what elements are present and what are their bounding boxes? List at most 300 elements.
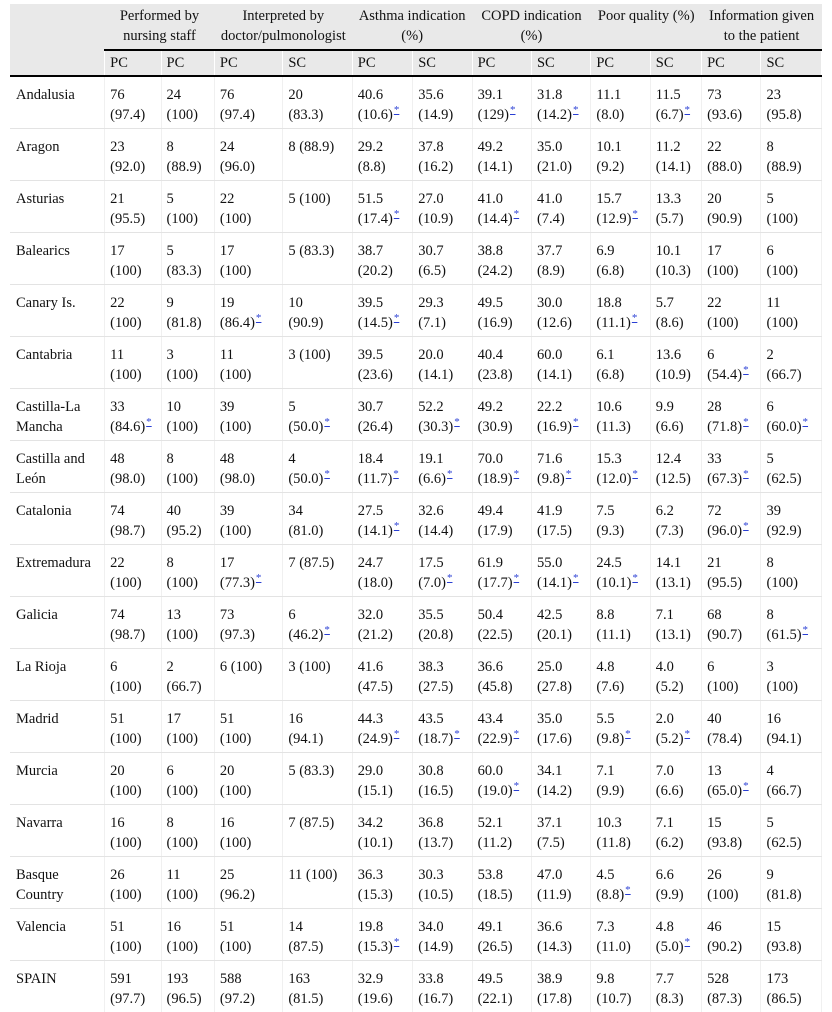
- significance-footnote-link[interactable]: *: [514, 208, 520, 220]
- cell-percentage: (90.7): [707, 627, 742, 643]
- cell-value: 61.9: [478, 553, 529, 573]
- table-cell: [214, 233, 282, 285]
- cell-value: 10.1: [596, 137, 647, 157]
- table-row: [10, 857, 822, 909]
- significance-footnote-link[interactable]: *: [324, 624, 330, 636]
- cell-value: 41.0: [537, 189, 588, 209]
- table-cell: [161, 337, 214, 389]
- cell-value: 35.5: [418, 605, 469, 625]
- table-cell: [472, 961, 531, 1012]
- cell-percentage-line: [358, 469, 410, 489]
- table-cell: [105, 493, 161, 545]
- table-row: [10, 597, 822, 649]
- cell-value: 5 (83.3): [288, 761, 349, 781]
- cell-percentage-line: [167, 313, 212, 333]
- cell-percentage-line: [358, 989, 410, 1009]
- table-cell: [214, 76, 282, 129]
- table-cell: [702, 545, 761, 597]
- cell-value: 16: [288, 709, 349, 729]
- cell-percentage: (26.5): [478, 939, 513, 955]
- cell-percentage-line: [537, 781, 588, 801]
- table-cell: [105, 181, 161, 233]
- cell-value: 20: [110, 761, 158, 781]
- cell-percentage-line: [110, 365, 158, 385]
- cell-percentage: (95.5): [110, 211, 145, 227]
- table-cell: [352, 857, 412, 909]
- cell-percentage: (100): [707, 315, 738, 331]
- cell-percentage: (54.4): [707, 367, 742, 383]
- cell-value: 9.9: [656, 397, 699, 417]
- cell-percentage-line: [167, 365, 212, 385]
- cell-percentage: (100): [220, 263, 251, 279]
- cell-value: 23: [766, 85, 819, 105]
- cell-value: 72: [707, 501, 758, 521]
- cell-percentage: (9.3): [596, 523, 624, 539]
- cell-percentage-line: [358, 573, 410, 593]
- cell-percentage: (19.6): [358, 991, 393, 1007]
- cell-percentage-line: [418, 313, 469, 333]
- table-cell: [413, 337, 472, 389]
- cell-percentage-line: [110, 573, 158, 593]
- cell-value: 11: [110, 345, 158, 365]
- table-row: [10, 649, 822, 701]
- cell-value: 7.7: [656, 969, 699, 989]
- significance-footnote-link[interactable]: *: [256, 312, 262, 324]
- table-cell: [161, 441, 214, 493]
- table-row: [10, 389, 822, 441]
- cell-value: 36.6: [478, 657, 529, 677]
- cell-percentage-line: [707, 677, 758, 697]
- cell-value: 47.0: [537, 865, 588, 885]
- cell-value: 22: [110, 553, 158, 573]
- cell-percentage-line: [167, 261, 212, 281]
- table-row: [10, 961, 822, 1012]
- cell-percentage: (22.9): [478, 731, 513, 747]
- cell-percentage: (8.8): [358, 159, 386, 175]
- cell-percentage-line: [766, 417, 819, 437]
- table-cell: [413, 389, 472, 441]
- cell-percentage: (100): [167, 107, 198, 123]
- significance-footnote-link[interactable]: *: [394, 312, 400, 324]
- table-cell: [650, 441, 701, 493]
- table-cell: [352, 649, 412, 701]
- cell-percentage-line: [288, 937, 349, 957]
- cell-value: 15: [707, 813, 758, 833]
- cell-value: 22: [110, 293, 158, 313]
- table-cell: [472, 233, 531, 285]
- cell-percentage: (71.8): [707, 419, 742, 435]
- cell-percentage-line: [537, 365, 588, 385]
- significance-footnote-link[interactable]: *: [632, 312, 638, 324]
- cell-percentage: (7.4): [537, 211, 565, 227]
- cell-percentage: (21.0): [537, 159, 572, 175]
- cell-value: 19.1: [418, 449, 469, 469]
- significance-footnote-link[interactable]: *: [447, 468, 453, 480]
- cell-percentage: (60.0): [766, 419, 801, 435]
- cell-value: 8: [766, 605, 819, 625]
- table-cell: [105, 597, 161, 649]
- cell-percentage: (6.8): [596, 263, 624, 279]
- cell-percentage: (95.8): [766, 107, 801, 123]
- cell-percentage: (9.8): [537, 471, 565, 487]
- table-cell: [413, 701, 472, 753]
- cell-percentage-line: [766, 989, 819, 1009]
- cell-percentage-line: [656, 573, 699, 593]
- table-cell: [761, 909, 822, 961]
- table-row: [10, 181, 822, 233]
- significance-footnote-link[interactable]: *: [743, 416, 749, 428]
- table-cell: [283, 389, 352, 441]
- cell-value: 21: [707, 553, 758, 573]
- table-cell: [161, 545, 214, 597]
- cell-percentage-line: [110, 937, 158, 957]
- cell-percentage: (86.5): [766, 991, 801, 1007]
- cell-percentage-line: [707, 105, 758, 125]
- table-cell: [413, 233, 472, 285]
- cell-value: 30.7: [418, 241, 469, 261]
- cell-percentage: (23.8): [478, 367, 513, 383]
- cell-percentage-line: [167, 521, 212, 541]
- table-cell: [413, 961, 472, 1012]
- cell-value: 17.5: [418, 553, 469, 573]
- cell-value: 9: [766, 865, 819, 885]
- significance-footnote-link[interactable]: *: [743, 780, 749, 792]
- region-name: Asturias: [10, 181, 105, 233]
- significance-footnote-link[interactable]: *: [256, 572, 262, 584]
- significance-footnote-link[interactable]: *: [685, 728, 691, 740]
- spirometry-table: [10, 4, 822, 1012]
- table-cell: [105, 233, 161, 285]
- cell-value: 4.8: [656, 917, 699, 937]
- cell-percentage: (100): [110, 783, 141, 799]
- table-cell: [591, 961, 650, 1012]
- table-cell: [413, 441, 472, 493]
- cell-value: 5: [167, 189, 212, 209]
- cell-value: 13.3: [656, 189, 699, 209]
- significance-footnote-link[interactable]: *: [743, 520, 749, 532]
- table-cell: [214, 441, 282, 493]
- significance-footnote-link[interactable]: *: [632, 468, 638, 480]
- cell-value: 48: [110, 449, 158, 469]
- cell-percentage-line: [220, 417, 280, 437]
- cell-percentage-line: [167, 417, 212, 437]
- region-name: Andalusia: [10, 76, 105, 129]
- cell-percentage-line: [596, 885, 647, 905]
- cell-value: 5 (83.3): [288, 241, 349, 261]
- cell-value: 2: [766, 345, 819, 365]
- cell-value: 74: [110, 605, 158, 625]
- significance-footnote-link[interactable]: *: [803, 416, 809, 428]
- cell-percentage: (100): [707, 679, 738, 695]
- cell-percentage: (81.8): [766, 887, 801, 903]
- cell-percentage: (90.9): [707, 211, 742, 227]
- cell-percentage: (6.6): [418, 471, 446, 487]
- cell-value: 10.1: [656, 241, 699, 261]
- cell-percentage-line: [478, 833, 529, 853]
- cell-value: 26: [110, 865, 158, 885]
- table-cell: [591, 545, 650, 597]
- cell-value: 68: [707, 605, 758, 625]
- cell-percentage-line: [537, 313, 588, 333]
- cell-percentage-line: [766, 573, 819, 593]
- table-cell: [591, 285, 650, 337]
- significance-footnote-link[interactable]: *: [685, 104, 691, 116]
- cell-percentage-line: [537, 885, 588, 905]
- significance-footnote-link[interactable]: *: [514, 780, 520, 792]
- cell-percentage: (100): [220, 731, 251, 747]
- table-cell: [352, 181, 412, 233]
- cell-value: 7.0: [656, 761, 699, 781]
- table-cell: [283, 597, 352, 649]
- table-cell: [761, 701, 822, 753]
- cell-percentage-line: [596, 313, 647, 333]
- cell-value: 6.6: [656, 865, 699, 885]
- cell-percentage: (100): [110, 315, 141, 331]
- cell-percentage-line: [766, 521, 819, 541]
- region-name: Castilla and León: [10, 441, 105, 493]
- cell-percentage: (5.7): [656, 211, 684, 227]
- significance-footnote-link[interactable]: *: [514, 728, 520, 740]
- significance-footnote-link[interactable]: *: [573, 416, 579, 428]
- significance-footnote-link[interactable]: *: [625, 884, 631, 896]
- cell-percentage-line: [537, 989, 588, 1009]
- table-row: [10, 285, 822, 337]
- cell-percentage-line: [220, 365, 280, 385]
- sub-header-pc: PC: [105, 50, 161, 76]
- cell-percentage-line: [596, 417, 647, 437]
- cell-percentage-line: [656, 469, 699, 489]
- cell-percentage-line: [110, 833, 158, 853]
- cell-percentage: (88.9): [766, 159, 801, 175]
- cell-percentage-line: [656, 417, 699, 437]
- cell-percentage: (81.0): [288, 523, 323, 539]
- significance-footnote-link[interactable]: *: [566, 468, 572, 480]
- cell-percentage: (30.3): [418, 419, 453, 435]
- significance-footnote-link[interactable]: *: [447, 572, 453, 584]
- significance-footnote-link[interactable]: *: [394, 728, 400, 740]
- cell-percentage-line: [478, 105, 529, 125]
- significance-footnote-link[interactable]: *: [803, 624, 809, 636]
- cell-percentage-line: [537, 209, 588, 229]
- cell-percentage: (100): [167, 211, 198, 227]
- cell-value: 26: [707, 865, 758, 885]
- cell-percentage: (97.2): [220, 991, 255, 1007]
- table-cell: [650, 649, 701, 701]
- significance-footnote-link[interactable]: *: [324, 468, 330, 480]
- significance-footnote-link[interactable]: *: [146, 416, 152, 428]
- sub-header-sc: SC: [761, 50, 822, 76]
- significance-footnote-link[interactable]: *: [625, 728, 631, 740]
- cell-percentage: (7.3): [656, 523, 684, 539]
- table-cell: [702, 129, 761, 181]
- cell-percentage: (90.9): [288, 315, 323, 331]
- cell-value: 51.5: [358, 189, 410, 209]
- cell-value: 15: [766, 917, 819, 937]
- significance-footnote-link[interactable]: *: [393, 468, 399, 480]
- cell-value: 51: [110, 709, 158, 729]
- cell-percentage: (16.9): [537, 419, 572, 435]
- cell-value: 33: [110, 397, 158, 417]
- cell-value: 39: [220, 501, 280, 521]
- cell-percentage: (8.3): [656, 991, 684, 1007]
- cell-value: 14.1: [656, 553, 699, 573]
- cell-percentage-line: [478, 469, 529, 489]
- cell-value: 10: [167, 397, 212, 417]
- table-cell: [472, 805, 531, 857]
- cell-value: 7.1: [656, 813, 699, 833]
- cell-percentage: (5.0): [656, 939, 684, 955]
- significance-footnote-link[interactable]: *: [454, 416, 460, 428]
- significance-footnote-link[interactable]: *: [632, 208, 638, 220]
- table-cell: [591, 805, 650, 857]
- cell-percentage: (19.0): [478, 783, 513, 799]
- cell-percentage-line: [288, 989, 349, 1009]
- cell-percentage-line: [358, 885, 410, 905]
- cell-percentage: (92.0): [110, 159, 145, 175]
- significance-footnote-link[interactable]: *: [394, 936, 400, 948]
- cell-percentage-line: [418, 833, 469, 853]
- table-cell: [413, 493, 472, 545]
- cell-percentage: (20.8): [418, 627, 453, 643]
- header-blank: [10, 4, 105, 50]
- significance-footnote-link[interactable]: *: [394, 104, 400, 116]
- cell-value: 31.8: [537, 85, 588, 105]
- cell-percentage-line: [656, 677, 699, 697]
- cell-value: 17: [167, 709, 212, 729]
- cell-percentage: (86.4): [220, 315, 255, 331]
- table-row: [10, 441, 822, 493]
- cell-value: 17: [707, 241, 758, 261]
- table-cell: [161, 181, 214, 233]
- cell-value: 30.0: [537, 293, 588, 313]
- cell-percentage: (100): [167, 627, 198, 643]
- cell-percentage-line: [596, 573, 647, 593]
- cell-percentage-line: [596, 625, 647, 645]
- cell-percentage: (46.2): [288, 627, 323, 643]
- significance-footnote-link[interactable]: *: [394, 520, 400, 532]
- cell-percentage: (100): [766, 263, 797, 279]
- table-row: [10, 129, 822, 181]
- cell-percentage-line: [418, 677, 469, 697]
- sub-header-sc: SC: [650, 50, 701, 76]
- table-cell: [650, 285, 701, 337]
- significance-footnote-link[interactable]: *: [743, 364, 749, 376]
- table-cell: [591, 493, 650, 545]
- cell-percentage-line: [656, 365, 699, 385]
- cell-percentage: (87.5): [288, 939, 323, 955]
- table-cell: [472, 493, 531, 545]
- cell-percentage-line: [220, 729, 280, 749]
- table-cell: [650, 129, 701, 181]
- table-cell: [214, 285, 282, 337]
- cell-percentage: (10.9): [656, 367, 691, 383]
- cell-percentage-line: [167, 469, 212, 489]
- cell-value: 20: [707, 189, 758, 209]
- cell-percentage: (100): [167, 731, 198, 747]
- cell-value: 24.5: [596, 553, 647, 573]
- table-cell: [702, 233, 761, 285]
- cell-value: 49.4: [478, 501, 529, 521]
- significance-footnote-link[interactable]: *: [394, 208, 400, 220]
- cell-percentage: (93.8): [707, 835, 742, 851]
- table-cell: [161, 285, 214, 337]
- region-name: La Rioja: [10, 649, 105, 701]
- significance-footnote-link[interactable]: *: [514, 572, 520, 584]
- significance-footnote-link[interactable]: *: [324, 416, 330, 428]
- table-cell: [761, 545, 822, 597]
- cell-percentage: (16.9): [478, 315, 513, 331]
- table-cell: [472, 753, 531, 805]
- significance-footnote-link[interactable]: *: [573, 572, 579, 584]
- cell-percentage: (97.7): [110, 991, 145, 1007]
- significance-footnote-link[interactable]: *: [454, 728, 460, 740]
- table-cell: [472, 76, 531, 129]
- cell-value: 7.1: [656, 605, 699, 625]
- cell-percentage-line: [656, 833, 699, 853]
- table-cell: [472, 597, 531, 649]
- cell-percentage: (65.0): [707, 783, 742, 799]
- table-cell: [591, 181, 650, 233]
- cell-percentage-line: [478, 885, 529, 905]
- cell-value: 36.8: [418, 813, 469, 833]
- cell-percentage: (50.0): [288, 471, 323, 487]
- table-cell: [105, 129, 161, 181]
- significance-footnote-link[interactable]: *: [685, 936, 691, 948]
- cell-percentage: (100): [167, 575, 198, 591]
- table-cell: [472, 441, 531, 493]
- header-information-given: Information given to the patient: [702, 4, 822, 50]
- table-cell: [472, 545, 531, 597]
- cell-percentage-line: [537, 469, 588, 489]
- cell-percentage: (97.4): [220, 107, 255, 123]
- cell-percentage: (96.2): [220, 887, 255, 903]
- significance-footnote-link[interactable]: *: [573, 104, 579, 116]
- cell-percentage: (97.3): [220, 627, 255, 643]
- significance-footnote-link[interactable]: *: [510, 104, 516, 116]
- cell-value: 5.5: [596, 709, 647, 729]
- cell-percentage-line: [596, 105, 647, 125]
- cell-percentage-line: [707, 313, 758, 333]
- cell-percentage-line: [707, 469, 758, 489]
- cell-percentage-line: [167, 729, 212, 749]
- cell-percentage-line: [358, 521, 410, 541]
- significance-footnote-link[interactable]: *: [632, 572, 638, 584]
- significance-footnote-link[interactable]: *: [743, 468, 749, 480]
- table-cell: [531, 233, 590, 285]
- cell-value: 33: [707, 449, 758, 469]
- cell-value: 4: [766, 761, 819, 781]
- cell-value: 6: [766, 397, 819, 417]
- cell-percentage-line: [110, 885, 158, 905]
- cell-percentage: (27.5): [418, 679, 453, 695]
- cell-percentage-line: [110, 729, 158, 749]
- cell-percentage-line: [656, 105, 699, 125]
- significance-footnote-link[interactable]: *: [514, 468, 520, 480]
- cell-value: 8: [167, 553, 212, 573]
- cell-percentage: (98.0): [220, 471, 255, 487]
- cell-percentage: (17.7): [478, 575, 513, 591]
- cell-percentage-line: [167, 989, 212, 1009]
- cell-value: 6: [110, 657, 158, 677]
- cell-percentage: (78.4): [707, 731, 742, 747]
- table-row: [10, 233, 822, 285]
- cell-percentage-line: [110, 677, 158, 697]
- cell-percentage-line: [288, 625, 349, 645]
- table-cell: [413, 76, 472, 129]
- cell-percentage: (100): [707, 887, 738, 903]
- table-cell: [214, 493, 282, 545]
- cell-percentage-line: [418, 885, 469, 905]
